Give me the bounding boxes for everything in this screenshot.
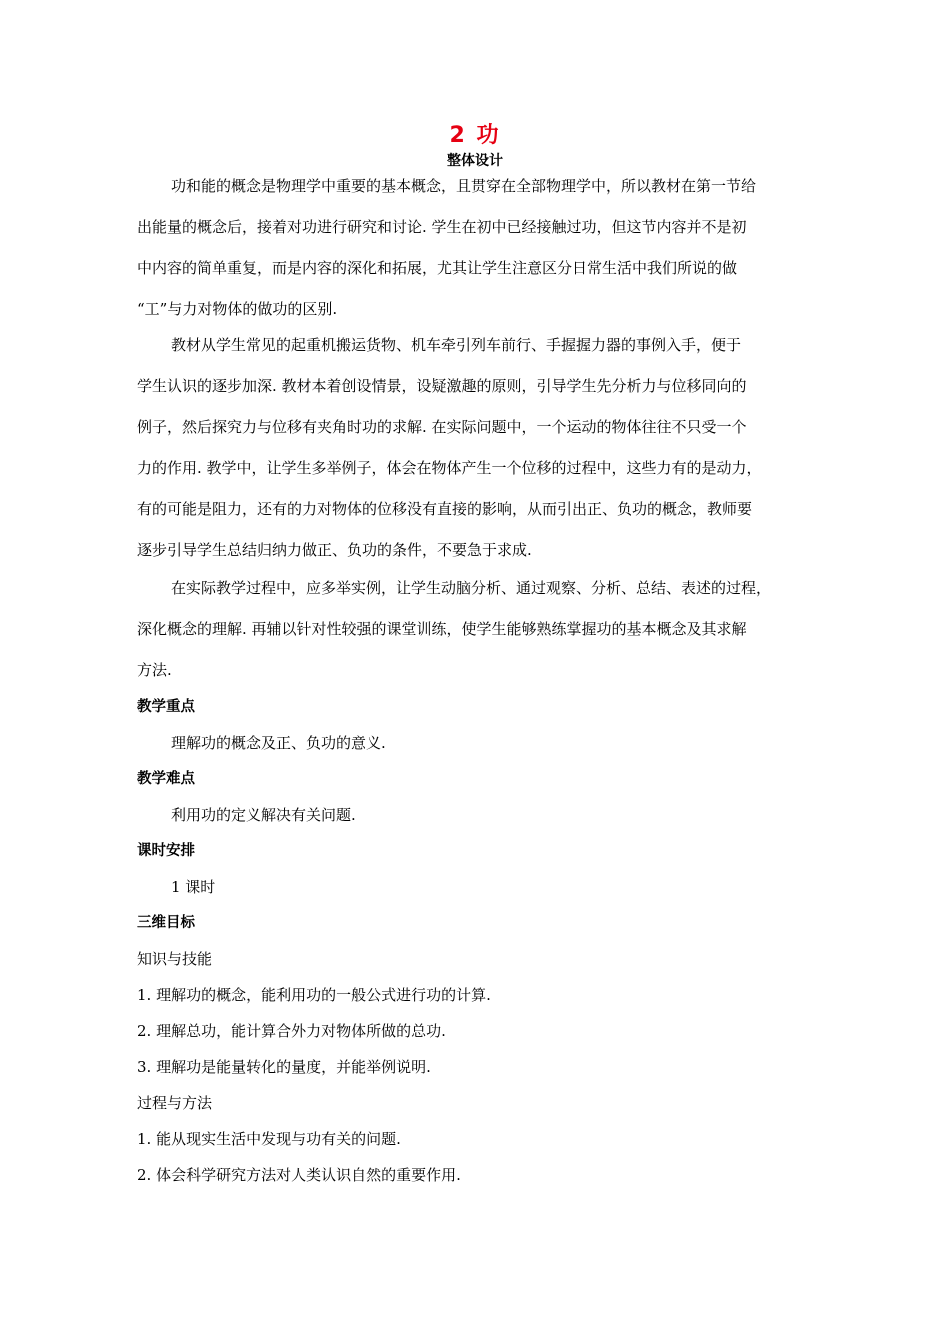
paragraph-line: 教材从学生常见的起重机搬运货物、机车牵引列车前行、手握握力器的事例入手，便于 bbox=[171, 336, 742, 354]
objective-process-label: 过程与方法 bbox=[137, 1094, 213, 1112]
paragraph-intro bbox=[137, 166, 815, 330]
paragraph-line: 出能量的概念后，接着对功进行研究和讨论. 学生在初中已经接触过功，但这节内容并不是初 bbox=[137, 218, 747, 236]
schedule-text: 1 课时 bbox=[171, 878, 216, 896]
paragraph-line: 例子，然后探究力与位移有夹角时功的求解. 在实际问题中，一个运动的物体往往不只受一个 bbox=[137, 418, 747, 436]
paragraph-line: 深化概念的理解. 再辅以针对性较强的课堂训练，使学生能够熟练掌握功的基本概念及其求解 bbox=[137, 620, 747, 638]
difficulties-text: 利用功的定义解决有关问题. bbox=[171, 806, 356, 824]
paragraph-line: 力的作用. 教学中，让学生多举例子，体会在物体产生一个位移的过程中，这些力有的是动力， bbox=[137, 459, 762, 477]
paragraph-line: “工”与力对物体的做功的区别. bbox=[137, 300, 338, 318]
heading-objectives: 三维目标 bbox=[137, 915, 195, 931]
paragraph-teaching bbox=[137, 568, 815, 691]
paragraph-line: 在实际教学过程中，应多举实例，让学生动脑分析、通过观察、分析、总结、表述的过程， bbox=[171, 579, 772, 597]
paragraph-line: 逐步引导学生总结归纳力做正、负功的条件，不要急于求成. bbox=[137, 541, 532, 559]
section-subtitle: 整体设计 bbox=[447, 153, 503, 169]
objective-item: 2. 体会科学研究方法对人类认识自然的重要作用. bbox=[137, 1166, 461, 1184]
objective-knowledge-label: 知识与技能 bbox=[137, 950, 213, 968]
objective-item: 1. 理解功的概念，能利用功的一般公式进行功的计算. bbox=[137, 986, 491, 1004]
objective-item: 2. 理解总功，能计算合外力对物体所做的总功. bbox=[137, 1022, 446, 1040]
key-points-text: 理解功的概念及正、负功的意义. bbox=[171, 734, 386, 752]
objective-item: 1. 能从现实生活中发现与功有关的问题. bbox=[137, 1130, 401, 1148]
paragraph-line: 功和能的概念是物理学中重要的基本概念，且贯穿在全部物理学中，所以教材在第一节给 bbox=[171, 177, 757, 195]
heading-schedule: 课时安排 bbox=[137, 843, 195, 859]
objective-item: 3. 理解功是能量转化的量度，并能举例说明. bbox=[137, 1058, 431, 1076]
paragraph-line: 学生认识的逐步加深. 教材本着创设情景，设疑激趣的原则，引导学生先分析力与位移同向的 bbox=[137, 377, 747, 395]
paragraph-line: 方法. bbox=[137, 661, 172, 679]
heading-difficulties: 教学难点 bbox=[137, 771, 195, 787]
paragraph-line: 中内容的简单重复，而是内容的深化和拓展，尤其让学生注意区分日常生活中我们所说的做 bbox=[137, 259, 738, 277]
page-title: 2 功 bbox=[449, 123, 501, 148]
heading-key-points: 教学重点 bbox=[137, 699, 195, 715]
paragraph-line: 有的可能是阻力，还有的力对物体的位移没有直接的影响，从而引出正、负功的概念，教师要 bbox=[137, 500, 753, 518]
paragraph-textbook bbox=[137, 325, 815, 571]
